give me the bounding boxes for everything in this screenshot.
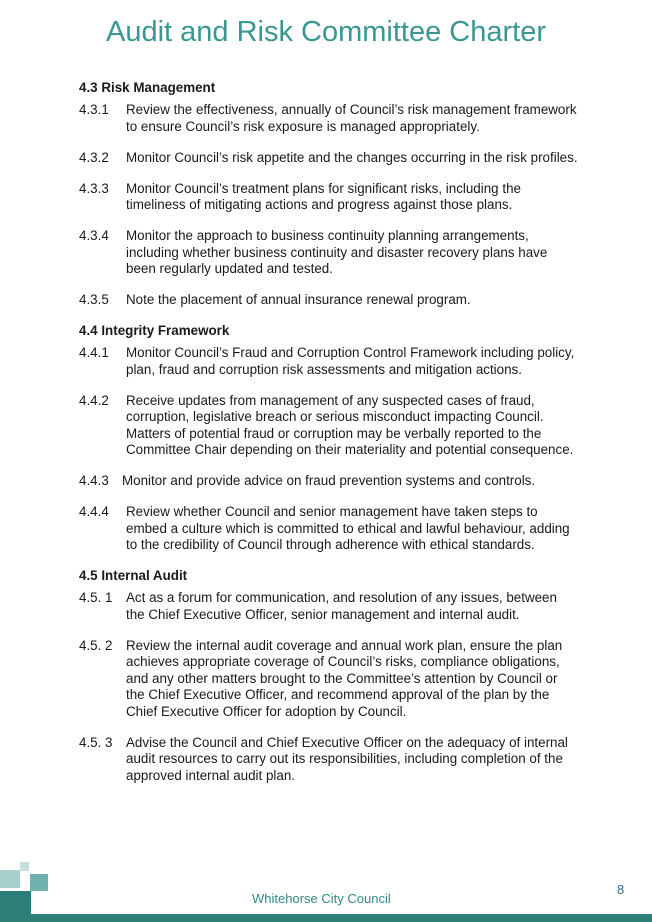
- clause-item: [79, 473, 579, 490]
- clause-number: 4.3.5: [79, 292, 109, 307]
- clause-text: Act as a forum for communication, and resolution of any issues, between the Chief Executive Officer, senior management and internal audit.: [126, 590, 557, 622]
- page-number: 8: [617, 882, 625, 897]
- clause-item: [79, 181, 579, 214]
- clause-number: 4.4.4: [79, 504, 109, 519]
- clause-item: [79, 345, 579, 378]
- clause-number: 4.5. 3: [79, 734, 113, 750]
- clause-number: 4.5. 1: [79, 590, 113, 605]
- clause-text: Review the internal audit coverage and annual work plan, ensure the plan achieves appropriate coverage of Council’s risks, compliance obligations, and any other matters brought to the Committee’s attention by Council or the Chief Executive Officer, and recommend approval of the plan by the Chief Executive Officer for adoption by Council.: [126, 637, 563, 719]
- clause-item: [79, 150, 579, 167]
- clause-number: 4.4.1: [79, 345, 109, 360]
- section-internal-audit: [79, 568, 579, 784]
- section-integrity-framework: [79, 323, 579, 554]
- clause-text: Advise the Council and Chief Executive Officer on the adequacy of internal audit resources to carry out its responsibilities, including completion of the approved internal audit plan.: [126, 734, 568, 783]
- clause-number: 4.3.4: [79, 228, 109, 243]
- footer-bar: [0, 914, 652, 922]
- clause-text: Monitor Council’s treatment plans for significant risks, including the timeliness of mitigating actions and progress against those plans.: [126, 180, 521, 212]
- decor-square-small: [20, 862, 29, 871]
- clause-text: Monitor the approach to business continuity planning arrangements, including whether business continuity and disaster recovery plans have been regularly updated and tested.: [126, 228, 548, 276]
- section-heading: 4.4 Integrity Framework: [79, 323, 230, 338]
- clause-number: 4.4.3: [79, 473, 109, 488]
- clause-text: Monitor and provide advice on fraud prevention systems and controls.: [122, 473, 536, 488]
- clause-item: [79, 638, 579, 721]
- clause-item: [79, 292, 579, 309]
- clause-text: Monitor Council’s Fraud and Corruption Control Framework including policy, plan, fraud and corruption risk assessments and mitigation actions.: [126, 345, 575, 377]
- clause-number: 4.3.2: [79, 149, 109, 165]
- footer-organization: Whitehorse City Council: [252, 891, 391, 906]
- clause-text: Monitor Council’s risk appetite and the changes occurring in the risk profiles.: [126, 149, 578, 165]
- clause-item: [79, 590, 579, 623]
- clause-text: Review the effectiveness, annually of Council’s risk management framework to ensure Council’s risk exposure is managed appropriately.: [126, 102, 577, 134]
- clause-text: Receive updates from management of any suspected cases of fraud, corruption, legislative breach or serious misconduct impacting Council. Matters of potential fraud or corruption may be verbally reported to the Committee Chair depending on their materiality and potential consequence.: [126, 392, 574, 457]
- clause-item: [79, 393, 579, 459]
- clause-text: Note the placement of annual insurance renewal program.: [126, 292, 471, 307]
- clause-item: [79, 735, 579, 785]
- section-risk-management: [79, 80, 579, 309]
- clause-item: [79, 228, 579, 278]
- clause-text: Review whether Council and senior management have taken steps to embed a culture which is committed to ethical and lawful behaviour, adding to the credibility of Council through adherence with ethical standards.: [126, 504, 570, 552]
- clause-item: [79, 102, 579, 135]
- section-heading: 4.5 Internal Audit: [79, 568, 188, 583]
- section-heading: 4.3 Risk Management: [79, 80, 216, 95]
- decor-square-medium: [30, 874, 48, 891]
- clause-number: 4.4.2: [79, 392, 109, 408]
- charter-content: [79, 80, 579, 799]
- clause-number: 4.3.3: [79, 180, 109, 196]
- clause-item: [79, 504, 579, 554]
- clause-number: 4.3.1: [79, 102, 109, 117]
- decor-square-light: [0, 870, 20, 888]
- clause-number: 4.5. 2: [79, 637, 113, 653]
- page-title: Audit and Risk Committee Charter: [106, 16, 546, 48]
